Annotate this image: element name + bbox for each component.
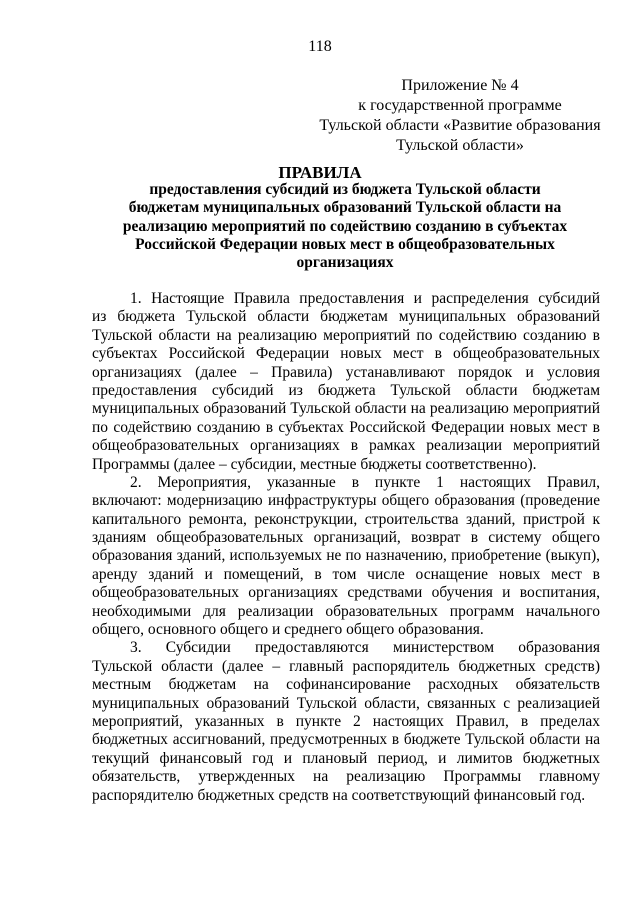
text-line: необходимыми для реализации образовательных программ начального: [92, 602, 600, 620]
page-number: 118: [308, 38, 332, 55]
text-line: организациях (далее – Правила) устанавливают порядок и условия: [92, 363, 600, 381]
text-line: предоставления субсидий из бюджета Тульской области бюджетам: [92, 381, 600, 399]
subtitle-line: реализацию мероприятий по содействию созданию в субъектах: [122, 217, 568, 235]
text-line: мероприятий, указанных в пункте 2 настоящих Правил, в пределах: [92, 712, 600, 730]
appendix-line: Тульской области «Развитие образования: [319, 117, 601, 134]
text-line: Тульской области (далее – главный распорядитель бюджетных средств): [92, 657, 600, 675]
text-line: субъектах Российской Федерации новых мест в общеобразовательных: [92, 345, 600, 363]
text-line: обязательств, утвержденных на реализацию Программы главному: [92, 768, 600, 786]
text-line: распорядителю бюджетных средств на соответствующий финансовый год.: [92, 786, 586, 804]
text-line: текущий финансовый год и плановый период, и лимитов бюджетных: [92, 749, 600, 767]
document-title: ПРАВИЛА: [278, 163, 362, 182]
text-line: из бюджета Тульской области бюджетам муниципальных образований: [92, 308, 600, 326]
text-line: зданиям общеобразовательных организаций, возврат в систему общего: [92, 529, 600, 547]
document-body: [92, 290, 600, 805]
text-line: Программы (далее – субсидии, местные бюджеты соответственно).: [92, 455, 537, 473]
text-line: образования зданий, используемых не по назначению, приобретение (выкуп),: [92, 547, 600, 565]
paragraph-1: [92, 290, 600, 474]
text-line: муниципальных образований Тульской области, связанных с реализацией: [92, 694, 600, 712]
text-line: Тульской области на реализацию мероприятий по содействию созданию в: [92, 326, 600, 344]
text-line: включают: модернизацию инфраструктуры общего образования (проведение: [92, 492, 600, 510]
text-line: 2. Мероприятия, указанные в пункте 1 настоящих Правил,: [130, 473, 600, 491]
text-line: аренду зданий и помещений, в том числе оснащение новых мест в: [92, 565, 600, 583]
subtitle-line: предоставления субсидий из бюджета Тульской области: [149, 181, 541, 198]
appendix-line: Приложение № 4: [401, 77, 519, 94]
document-subtitle: [90, 181, 600, 272]
appendix-header: [316, 76, 604, 156]
text-line: 3. Субсидии предоставляются министерством образования: [130, 639, 600, 657]
paragraph-3: [92, 639, 600, 805]
subtitle-line: бюджетам муниципальных образований Тульской области на: [128, 199, 562, 217]
text-line: 1. Настоящие Правила предоставления и распределения субсидий: [130, 290, 600, 307]
text-line: муниципальных образований Тульской области на реализацию мероприятий: [92, 400, 600, 418]
text-line: местным бюджетам на софинансирование расходных обязательств: [92, 676, 600, 694]
subtitle-line: организациях: [296, 254, 394, 272]
text-line: общеобразовательных организациях в рамках реализации мероприятий: [92, 437, 600, 455]
text-line: общего, основного общего и среднего общего образования.: [92, 621, 484, 639]
paragraph-2: [92, 474, 600, 640]
text-line: общеобразовательных организациях средствами обучения и воспитания,: [92, 584, 600, 602]
appendix-line: Тульской области»: [396, 137, 524, 154]
text-line: по содействию созданию в субъектах Российской Федерации новых мест в: [92, 418, 600, 436]
subtitle-line: Российской Федерации новых мест в общеобразовательных: [135, 235, 555, 253]
appendix-line: к государственной программе: [358, 97, 562, 114]
text-line: бюджетных ассигнований, предусмотренных в бюджете Тульской области на: [92, 731, 600, 749]
text-line: капитального ремонта, реконструкции, строительства зданий, пристрой к: [92, 510, 600, 528]
